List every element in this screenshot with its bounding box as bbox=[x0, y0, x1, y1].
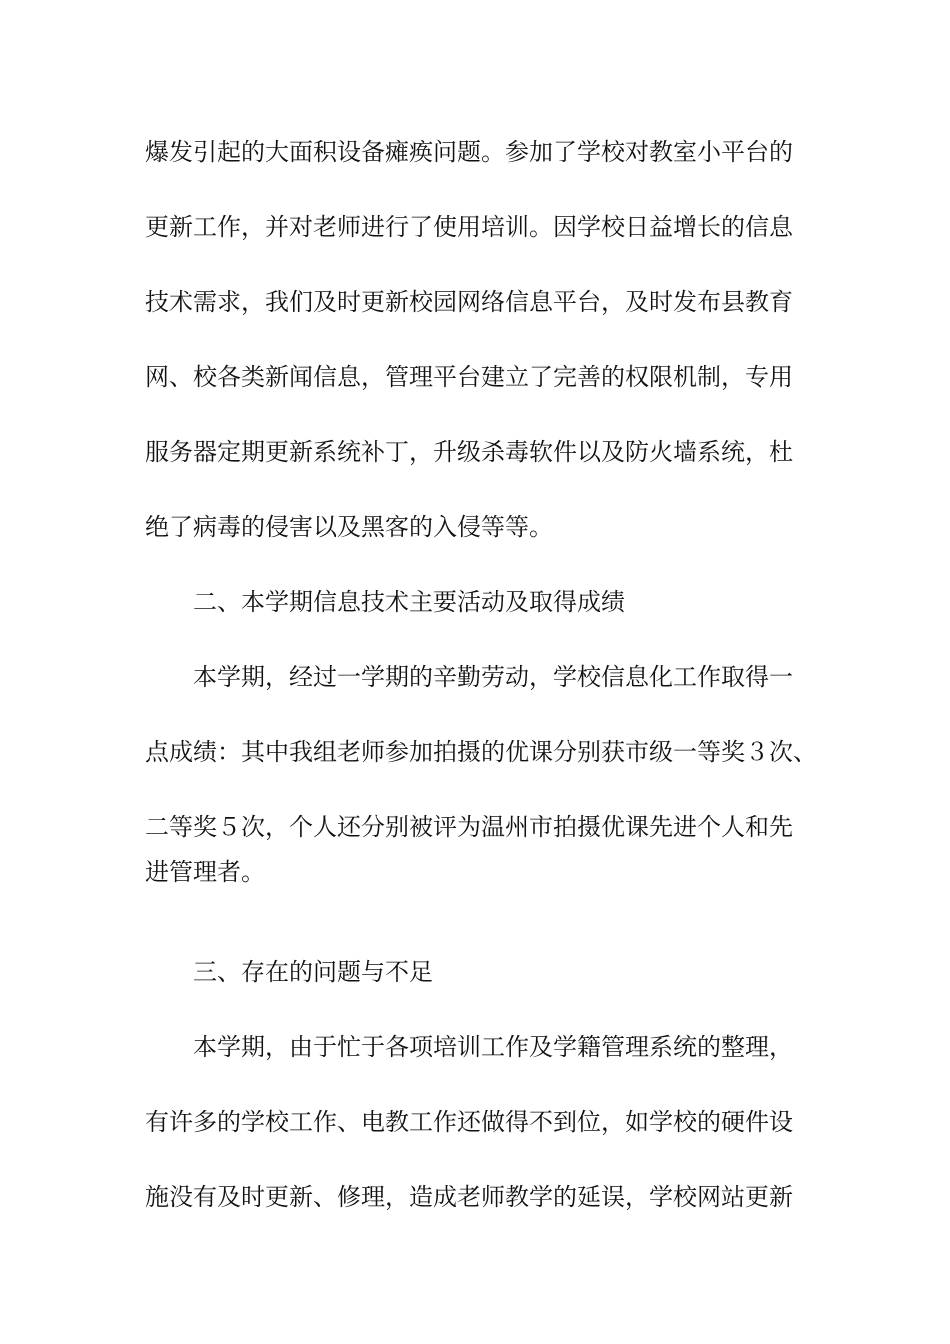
body-text-line: 更新工作，并对老师进行了使用培训。因学校日益增长的信息 bbox=[145, 213, 793, 241]
body-text-line: 施没有及时更新、修理，造成老师教学的延误，学校网站更新 bbox=[145, 1183, 793, 1211]
body-text-line: 技术需求，我们及时更新校园网络信息平台，及时发布县教育 bbox=[145, 288, 793, 316]
body-text-line: 爆发引起的大面积设备瘫痪问题。参加了学校对教室小平台的 bbox=[145, 138, 793, 166]
body-text-line: 有许多的学校工作、电教工作还做得不到位，如学校的硬件设 bbox=[145, 1108, 793, 1136]
body-text-line: 进管理者。 bbox=[145, 858, 265, 886]
body-text-line: 本学期，经过一学期的辛勤劳动，学校信息化工作取得一 bbox=[193, 663, 793, 691]
body-text-line: 网、校各类新闻信息，管理平台建立了完善的权限机制，专用 bbox=[145, 363, 793, 391]
body-text-line: 服务器定期更新系统补丁，升级杀毒软件以及防火墙系统，杜 bbox=[145, 438, 793, 466]
body-text-line: 绝了病毒的侵害以及黑客的入侵等等。 bbox=[145, 513, 553, 541]
body-text-line: 本学期，由于忙于各项培训工作及学籍管理系统的整理， bbox=[193, 1033, 793, 1061]
section-heading-problems: 三、存在的问题与不足 bbox=[193, 958, 433, 986]
body-text-line: 点成绩：其中我组老师参加拍摄的优课分别获市级一等奖３次、 bbox=[145, 738, 817, 766]
body-text-line: 二等奖５次，个人还分别被评为温州市拍摄优课先进个人和先 bbox=[145, 813, 793, 841]
section-heading-achievements: 二、本学期信息技术主要活动及取得成绩 bbox=[193, 588, 625, 616]
